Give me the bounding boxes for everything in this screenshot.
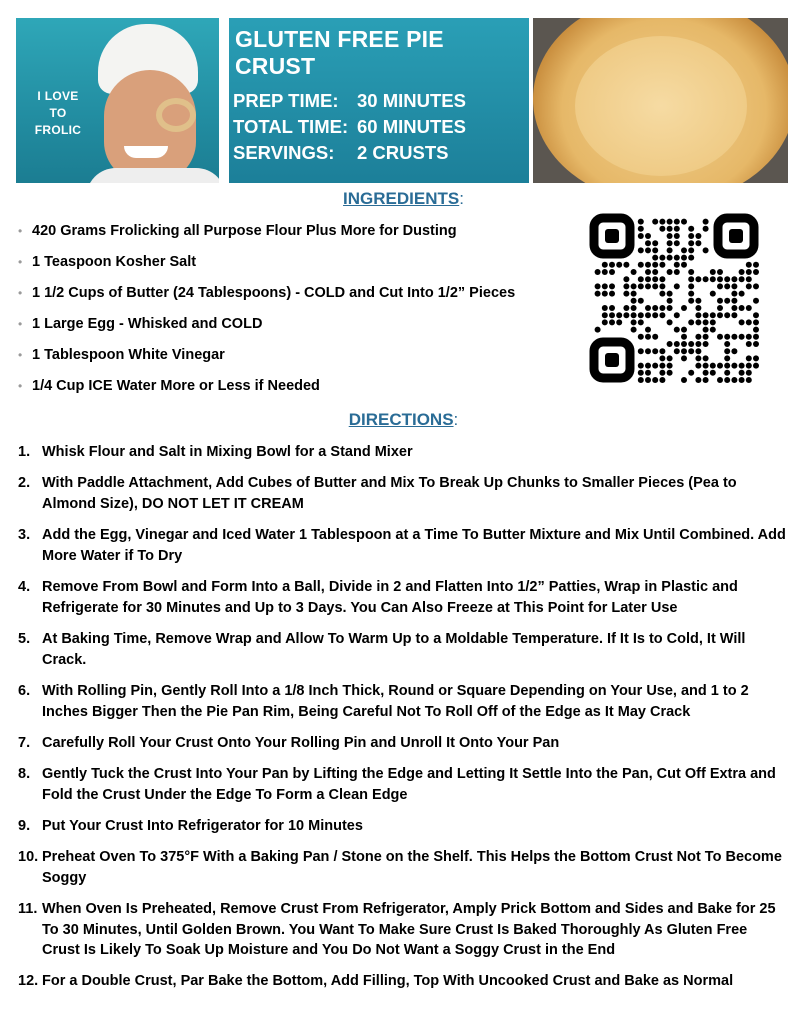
ingredient-item: • 420 Grams Frolicking all Purpose Flour Plus More for Dusting — [18, 223, 457, 239]
prep-time-label: PREP TIME: — [233, 90, 339, 111]
ingredients-heading: INGREDIENTS: — [343, 189, 464, 208]
direction-step: 3. Add the Egg, Vinegar and Iced Water 1 Tablespoon at a Time To Butter Mixture and Mix Until Combined. Add More Water if To Dry — [18, 527, 786, 564]
recipe-title-panel — [229, 18, 529, 183]
chef-photo — [16, 18, 219, 183]
photo-tagline: I LOVE TO FROLIC — [34, 89, 82, 137]
prep-time — [233, 90, 466, 112]
ingredient-item: • 1 Tablespoon White Vinegar — [18, 347, 225, 363]
servings-value: 2 CRUSTS — [357, 142, 449, 163]
pie-crust — [575, 36, 747, 176]
direction-step: 7. Carefully Roll Your Crust Onto Your Rolling Pin and Unroll It Onto Your Pan — [18, 735, 560, 751]
ingredient-item: • 1 Teaspoon Kosher Salt — [18, 254, 197, 270]
direction-step: 12. For a Double Crust, Par Bake the Bottom, Add Filling, Top With Uncooked Crust and Bake as Normal — [18, 973, 734, 989]
qr-code[interactable] — [588, 212, 760, 384]
total-time-label: TOTAL TIME: — [233, 116, 349, 137]
direction-step: 9. Put Your Crust Into Refrigerator for 10 Minutes — [18, 818, 363, 834]
pie-crust-photo — [533, 18, 788, 183]
pastry-ring — [156, 98, 196, 132]
direction-step: 4. Remove From Bowl and Form Into a Ball, Divide in 2 and Flatten Into 1/2” Patties, Wrap in Plastic and Refrigerate for 30 Minutes and Up to 3 Days. You Can Also Freeze at This Point for Later Use — [18, 579, 738, 616]
servings — [233, 142, 449, 164]
direction-step: 6. With Rolling Pin, Gently Roll Into a 1/8 Inch Thick, Round or Square Depending on Your Use, and 1 to 2 Inches Bigger Then the Pie Pan Rim, Being Careful Not To Roll Off of the Edge as It May Crack — [18, 683, 749, 720]
direction-step: 2. With Paddle Attachment, Add Cubes of Butter and Mix To Break Up Chunks to Smaller Pieces (Pea to Almond Size), DO NOT LET IT CREAM — [18, 475, 737, 512]
directions-heading: DIRECTIONS: — [348, 410, 459, 429]
direction-step: 8. Gently Tuck the Crust Into Your Pan by Lifting the Edge and Letting It Settle Into the Pan, Cut Off Extra and Fold the Crust Under the Edge To Form a Clean Edge — [18, 766, 776, 803]
direction-step: 11. When Oven Is Preheated, Remove Crust From Refrigerator, Amply Prick Bottom and Sides and Bake for 25 To 30 Minutes, Until Golden Brown. You Want To Make Sure Crust Is Baked Thoroughly As Gluten Free Crust Is Likely To Soak Up Moisture and You Do Not Want a Soggy Crust in the End — [18, 901, 776, 958]
ingredient-item: • 1 Large Egg - Whisked and COLD — [18, 316, 263, 332]
recipe-title: GLUTEN FREE PIE CRUST — [235, 26, 444, 79]
direction-step: 5. At Baking Time, Remove Wrap and Allow To Warm Up to a Moldable Temperature. If It Is to Cold, It Will Crack. — [18, 631, 746, 668]
direction-step: 10. Preheat Oven To 375°F With a Baking Pan / Stone on the Shelf. This Helps the Bottom Crust Not To Become Soggy — [18, 849, 782, 886]
total-time — [233, 116, 466, 138]
total-time-value: 60 MINUTES — [357, 116, 466, 137]
chef-shirt — [86, 168, 219, 183]
servings-label: SERVINGS: — [233, 142, 335, 163]
ingredient-item: • 1 1/2 Cups of Butter (24 Tablespoons) - COLD and Cut Into 1/2” Pieces — [18, 285, 516, 301]
prep-time-value: 30 MINUTES — [357, 90, 466, 111]
direction-step: 1. Whisk Flour and Salt in Mixing Bowl for a Stand Mixer — [18, 444, 413, 460]
chef-smile — [124, 146, 168, 158]
ingredient-item: • 1/4 Cup ICE Water More or Less if Needed — [18, 378, 320, 394]
